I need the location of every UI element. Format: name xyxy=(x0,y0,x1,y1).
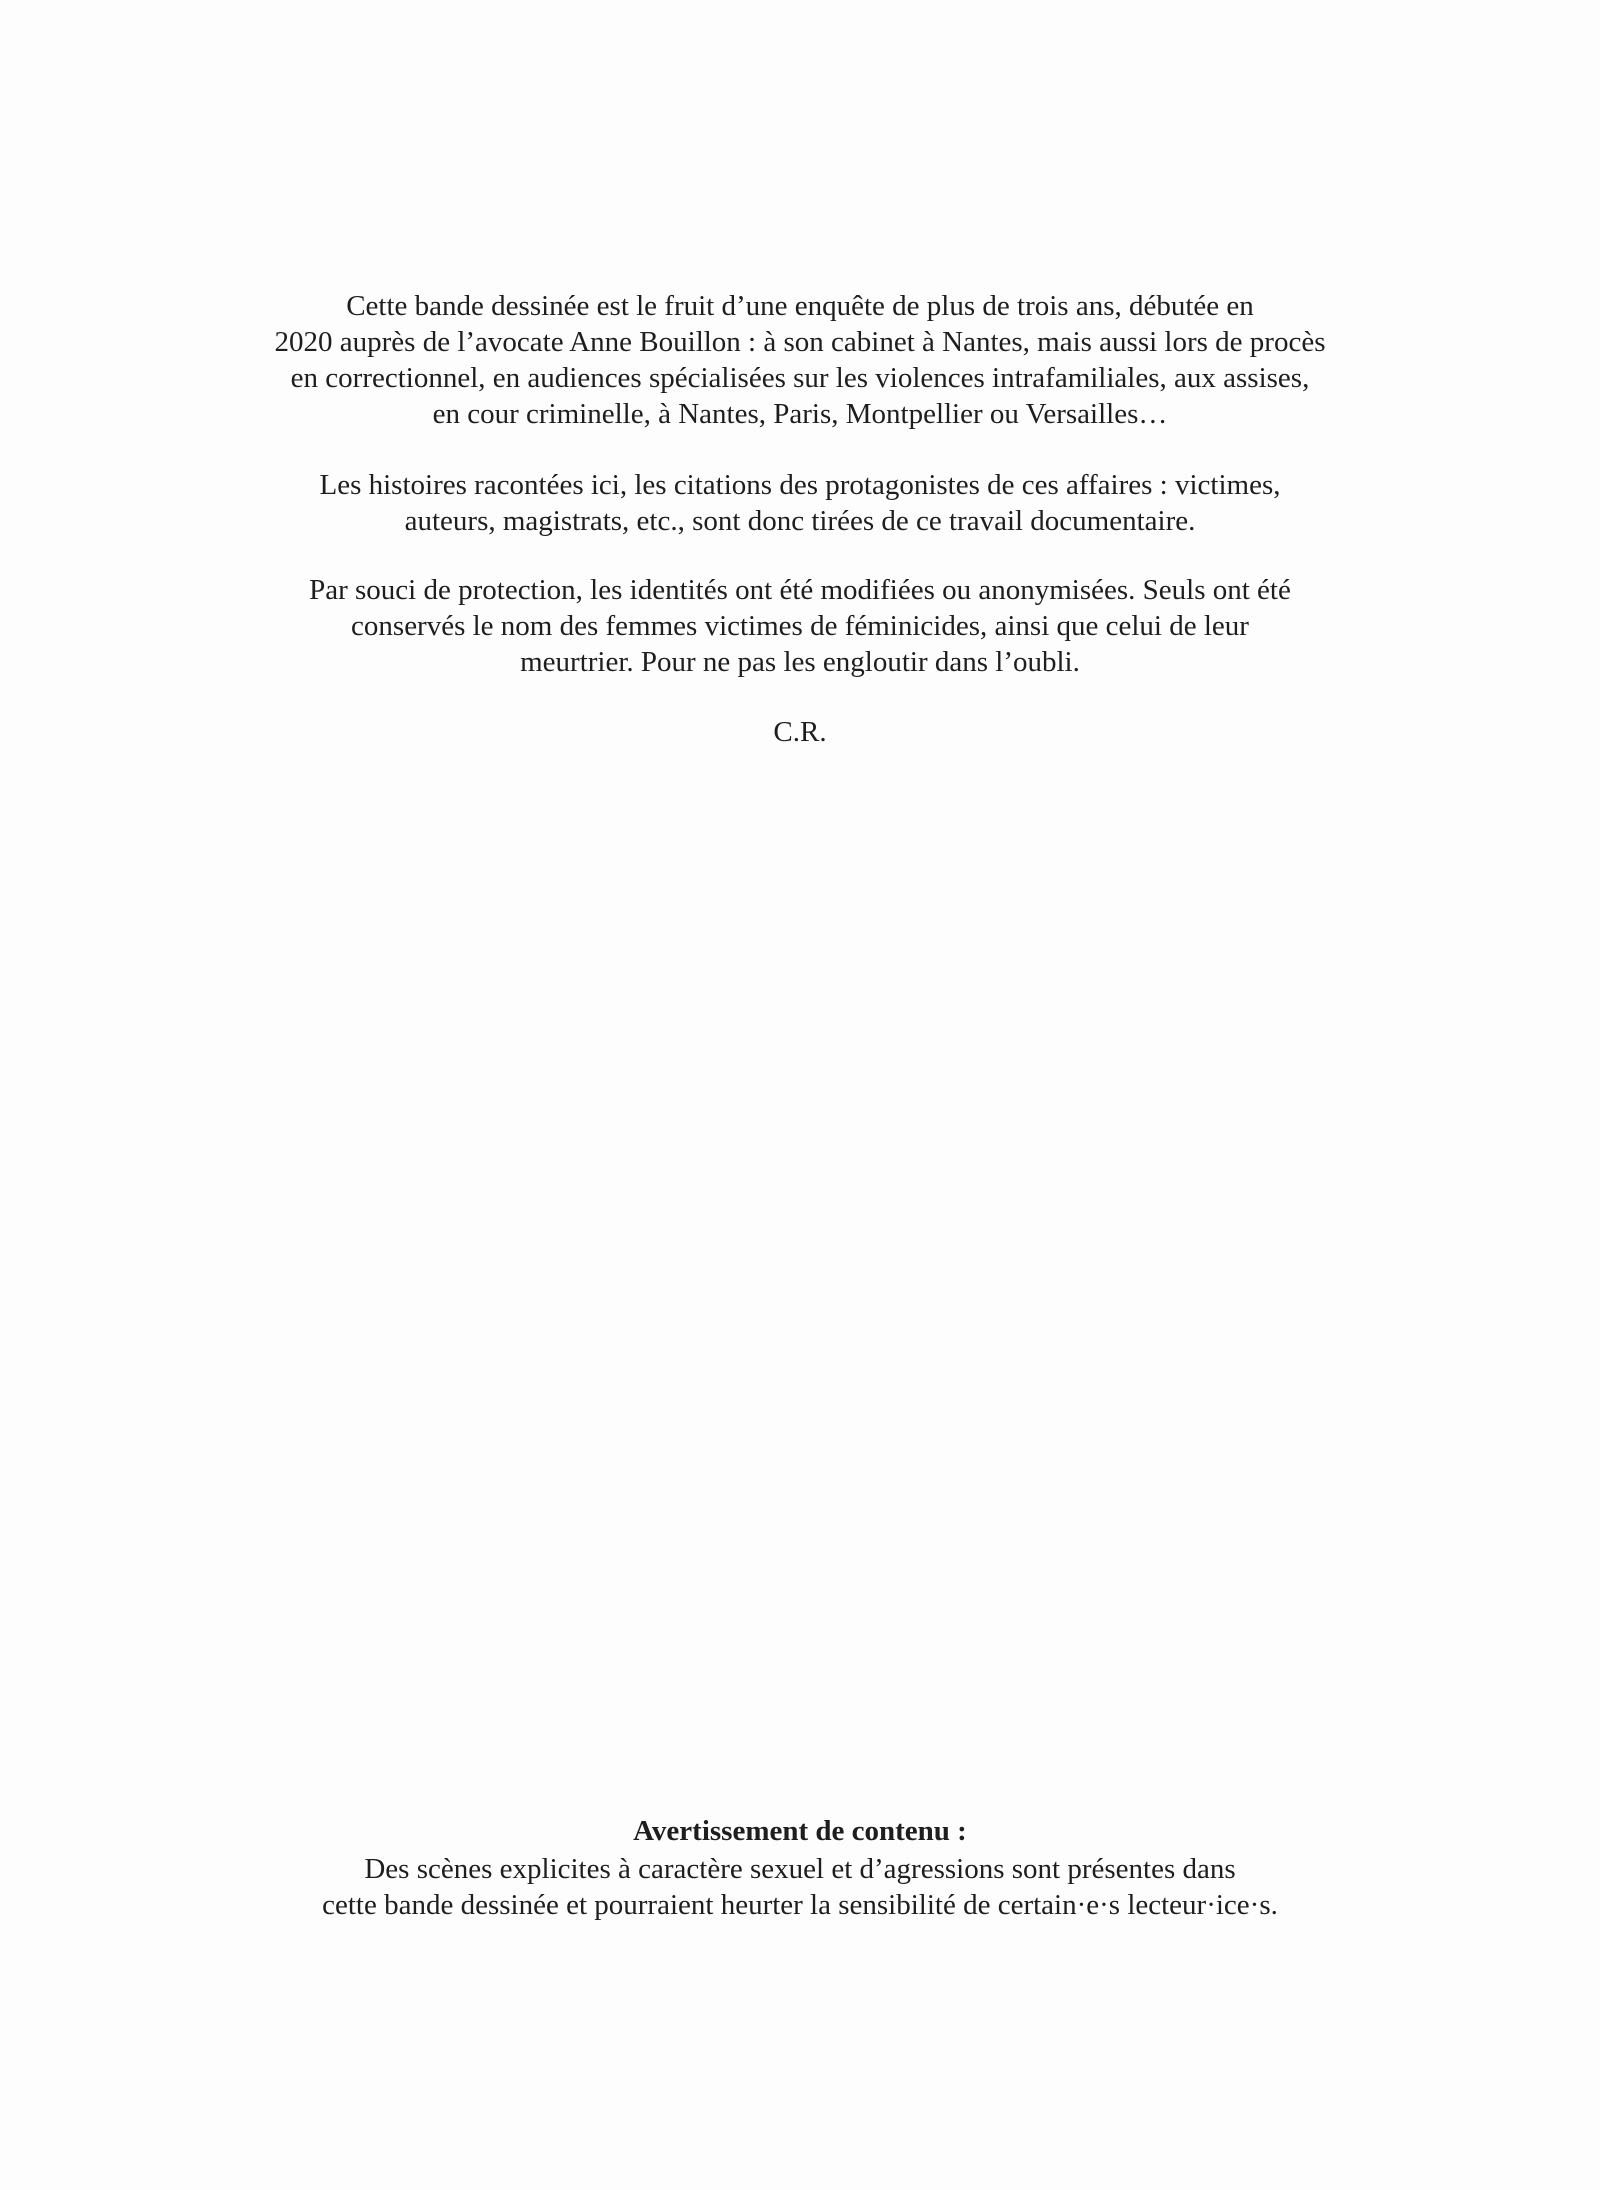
text-line: Par souci de protection, les identités ont été modifiées ou anonymisées. Seuls ont été xyxy=(309,574,1291,606)
text-line: en cour criminelle, à Nantes, Paris, Montpellier ou Versailles… xyxy=(432,398,1168,430)
text-line: 2020 auprès de l’avocate Anne Bouillon : à son cabinet à Nantes, mais aussi lors de procès xyxy=(274,326,1326,358)
text-line: Des scènes explicites à caractère sexuel et d’agressions sont présentes dans xyxy=(364,1853,1236,1885)
text-line: cette bande dessinée et pourraient heurter la sensibilité de certain·e·s lecteur·ice·s. xyxy=(322,1889,1278,1921)
signature-text: C.R. xyxy=(773,716,827,748)
protection-paragraph xyxy=(0,572,1600,680)
warning-heading: Avertissement de contenu : xyxy=(633,1815,967,1847)
text-line: meurtrier. Pour ne pas les engloutir dans l’oubli. xyxy=(520,646,1080,678)
text-line: Les histoires racontées ici, les citations des protagonistes de ces affaires : victimes, xyxy=(319,469,1281,501)
intro-paragraph xyxy=(0,288,1600,432)
text-line: en correctionnel, en audiences spécialisées sur les violences intrafamiliales, aux assises, xyxy=(290,362,1310,394)
text-line: auteurs, magistrats, etc., sont donc tirées de ce travail documentaire. xyxy=(404,505,1196,537)
text-line: conservés le nom des femmes victimes de féminicides, ainsi que celui de leur xyxy=(351,610,1249,642)
content-warning-title xyxy=(0,1813,1600,1849)
author-signature xyxy=(0,714,1600,750)
content-warning-body xyxy=(0,1851,1600,1923)
sources-paragraph xyxy=(0,467,1600,539)
text-line: Cette bande dessinée est le fruit d’une enquête de plus de trois ans, débutée en xyxy=(346,290,1254,322)
